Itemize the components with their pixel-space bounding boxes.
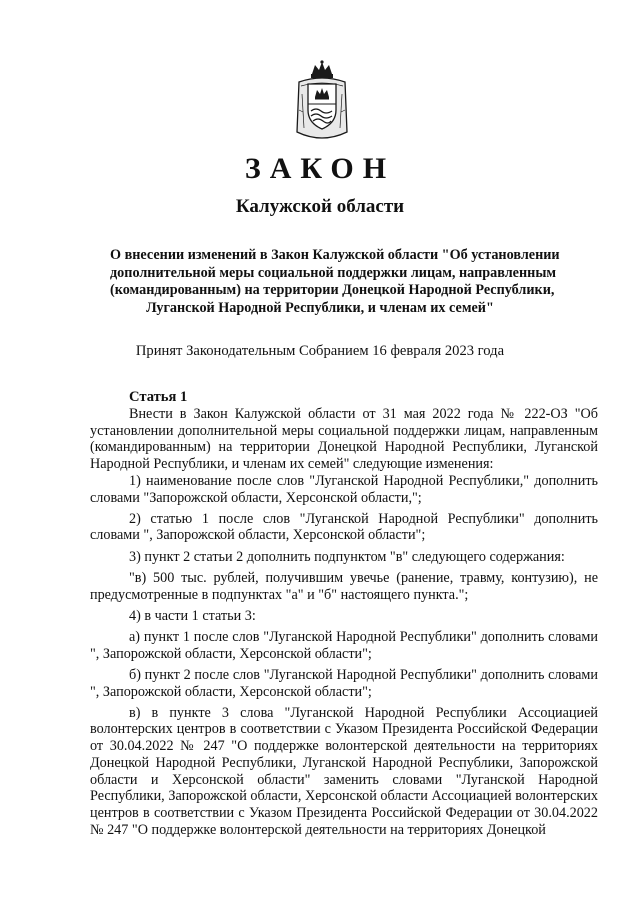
- paragraph: Внести в Закон Калужской области от 31 мая 2022 года № 222-ОЗ "Об установлении дополнительной меры социальной поддержки лицам, направленным (командированным) на территории Донецкой Народной Республики, Луганской Народной Республики, и членам их семей" следующие изменения:: [90, 406, 598, 473]
- paragraph: 3) пункт 2 статьи 2 дополнить подпунктом "в" следующего содержания:: [129, 548, 565, 565]
- document-subtitle: Калужской области: [235, 196, 405, 217]
- law-name-line: О внесении изменений в Закон Калужской области "Об установлении: [110, 247, 560, 263]
- law-name-line: (командированным) на территории Донецкой Народной Республики,: [110, 282, 555, 298]
- law-name: [110, 247, 560, 317]
- law-name-line: Луганской Народной Республики, и членам их семей": [146, 299, 494, 316]
- law-name-line: дополнительной меры социальной поддержки лицам, направленным: [110, 264, 557, 281]
- coat-of-arms-icon: [295, 60, 349, 142]
- paragraph: 4) в части 1 статьи 3:: [129, 607, 256, 624]
- paragraph: б) пункт 2 после слов "Луганской Народной Республики" дополнить словами ", Запорожской области, Херсонской области";: [90, 666, 598, 700]
- document-title: ЗАКОН: [244, 152, 396, 185]
- article-body: [90, 406, 598, 843]
- adoption-line: Принят Законодательным Собранием 16 февраля 2023 года: [135, 343, 505, 359]
- article-title: Статья 1: [129, 389, 188, 405]
- paragraph: 1) наименование после слов "Луганской Народной Республики," дополнить словами "Запорожской области, Херсонской области,";: [90, 472, 598, 506]
- paragraph: "в) 500 тыс. рублей, получившим увечье (ранение, травму, контузию), не предусмотренные в подпунктах "а" и "б" настоящего пункта.";: [90, 569, 598, 603]
- paragraph: 2) статью 1 после слов "Луганской Народной Республики" дополнить словами ", Запорожской области, Херсонской области";: [90, 510, 598, 544]
- paragraph: в) в пункте 3 слова "Луганской Народной Республики Ассоциацией волонтерских центров в соответствии с Указом Президента Российской Федерации от 30.04.2022 № 247 "О поддержке волонтерской деятельности на территориях Донецкой Народной Республики, Луганской Народной Республики, Запорожской области и Херсонской области" заменить словами "Луганской Народной Республики, Запорожской области, Херсонской области Ассоциацией волонтерских центров в соответствии с Указом Президента Российской Федерации от 30.04.2022 № 247 "О поддержке волонтерской деятельности на территориях Донецкой: [90, 704, 598, 838]
- paragraph: а) пункт 1 после слов "Луганской Народной Республики" дополнить словами ", Запорожской области, Херсонской области";: [90, 628, 598, 662]
